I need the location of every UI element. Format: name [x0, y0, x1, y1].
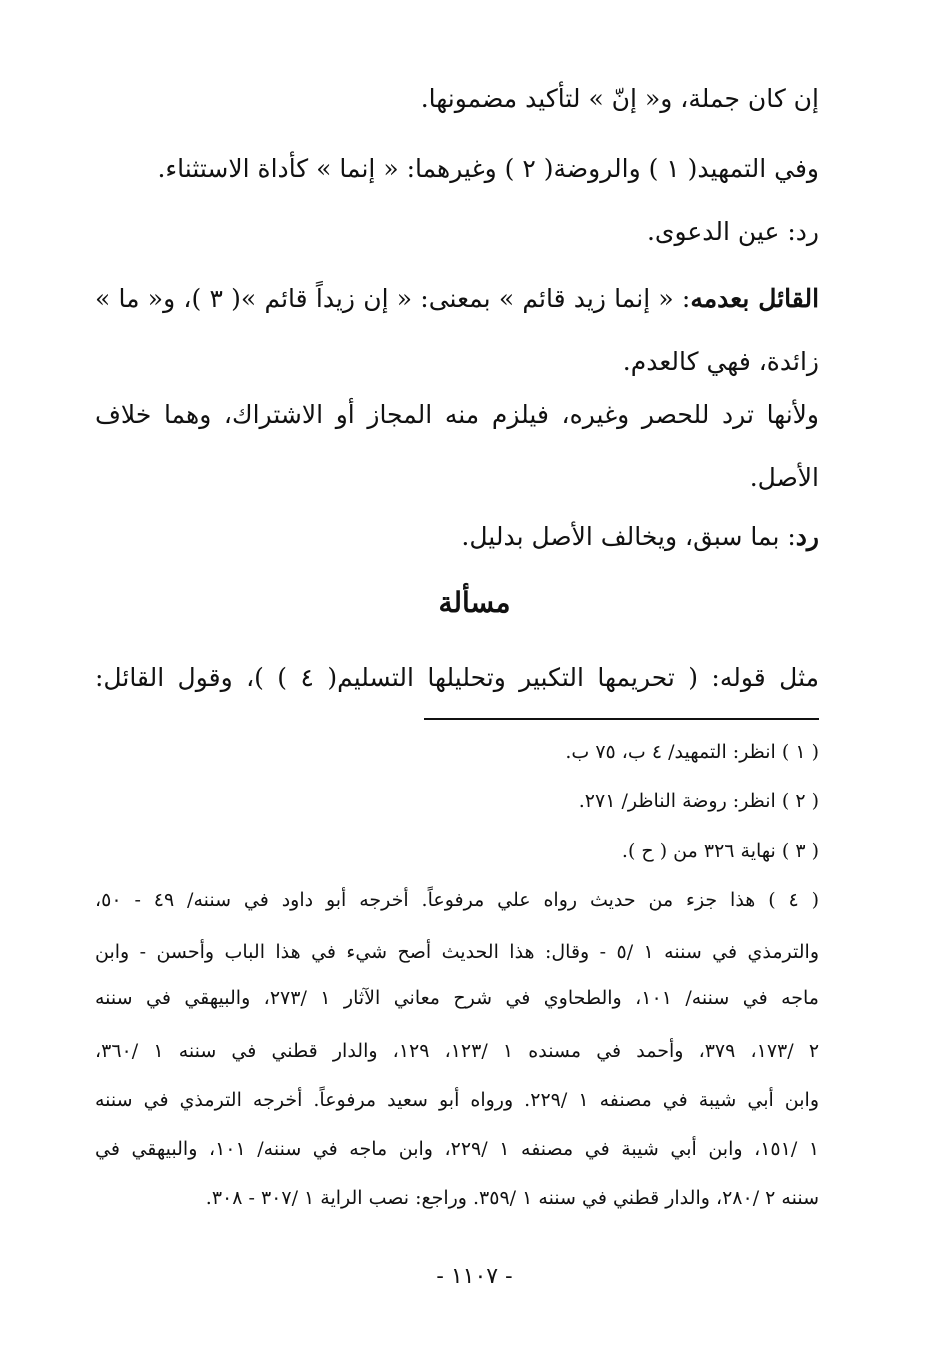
page-number: - ١١٠٧ -: [436, 1264, 513, 1289]
body-line-9: مثل قوله: ( تحريمها التكبير وتحليلها التسليم( ٤ ) )، وقول القائل:: [95, 663, 820, 692]
footnote-4-line-2: والترمذي في سننه ١ /٥ - وقال: هذا الحديث أصح شيء في هذا الباب وأحسن - وابن: [95, 941, 819, 963]
body-line-6: ولأنها ترد للحصر وغيره، فيلزم منه المجاز أو الاشتراك، وهما خلاف: [95, 400, 819, 429]
footnote-separator: [424, 718, 819, 720]
footnote-4-line-1: ( ٤ ) هذا جزء من حديث رواه علي مرفوعاً. أخرجه أبو داود في سننه/ ٤٩ - ٥٠،: [95, 889, 820, 911]
footnote-1: ( ١ ) انظر: التمهيد/ ٤ ب، ٧٥ ب.: [565, 741, 819, 763]
body-line-8-text: : بما سبق، ويخالف الأصل بدليل.: [461, 522, 796, 551]
body-line-4-text: : « إنما زيد قائم » بمعنى: « إن زيداً قائم »( ٣ )، و« ما »: [95, 284, 691, 313]
body-line-3: رد: عين الدعوى.: [646, 217, 819, 246]
reply-label: رد: [795, 522, 819, 551]
footnote-3: ( ٣ ) نهاية ٣٢٦ من ( ح ).: [621, 840, 819, 862]
speaker-label: القائل بعدمه: [690, 284, 820, 313]
footnote-4-line-6: ١ /١٥١، وابن أبي شيبة في مصنفه ١ /٢٢٩، وابن ماجه في سننه/ ١٠١، والبيهقي في: [95, 1138, 820, 1160]
footnote-4-line-5: وابن أبي شيبة في مصنفه ١ /٢٢٩. ورواه أبو سعيد مرفوعاً. أخرجه الترمذي في سننه: [95, 1089, 819, 1111]
body-line-1: إن كان جملة، و« إنّ » لتأكيد مضمونها.: [420, 84, 819, 113]
footnote-4-line-7: سننه ٢ /٢٨٠، والدار قطني في سننه ١ /٣٥٩. وراجع: نصب الراية ١ /٣٠٧ - ٣٠٨.: [205, 1187, 819, 1209]
footnote-4-line-4: ٢ /١٧٣، ٣٧٩، وأحمد في مسنده ١ /١٢٣، ١٢٩، والدار قطني في سننه ١ /٣٦٠،: [95, 1040, 820, 1062]
body-line-2: وفي التمهيد( ١ ) والروضة( ٢ ) وغيرهما: « إنما » كأداة الاستثناء.: [157, 154, 819, 183]
body-line-4: [95, 282, 819, 316]
body-line-5: زائدة، فهي كالعدم.: [622, 347, 819, 376]
footnote-2: ( ٢ ) انظر: روضة الناظر/ ٢٧١.: [578, 790, 819, 812]
body-line-8: [461, 520, 819, 554]
section-heading: مسألة: [438, 586, 511, 619]
footnote-4-line-3: ماجه في سننه/ ١٠١، والطحاوي في شرح معاني الآثار ١ /٢٧٣، والبيهقي في سننه: [95, 987, 819, 1009]
body-line-7: الأصل.: [749, 463, 819, 492]
